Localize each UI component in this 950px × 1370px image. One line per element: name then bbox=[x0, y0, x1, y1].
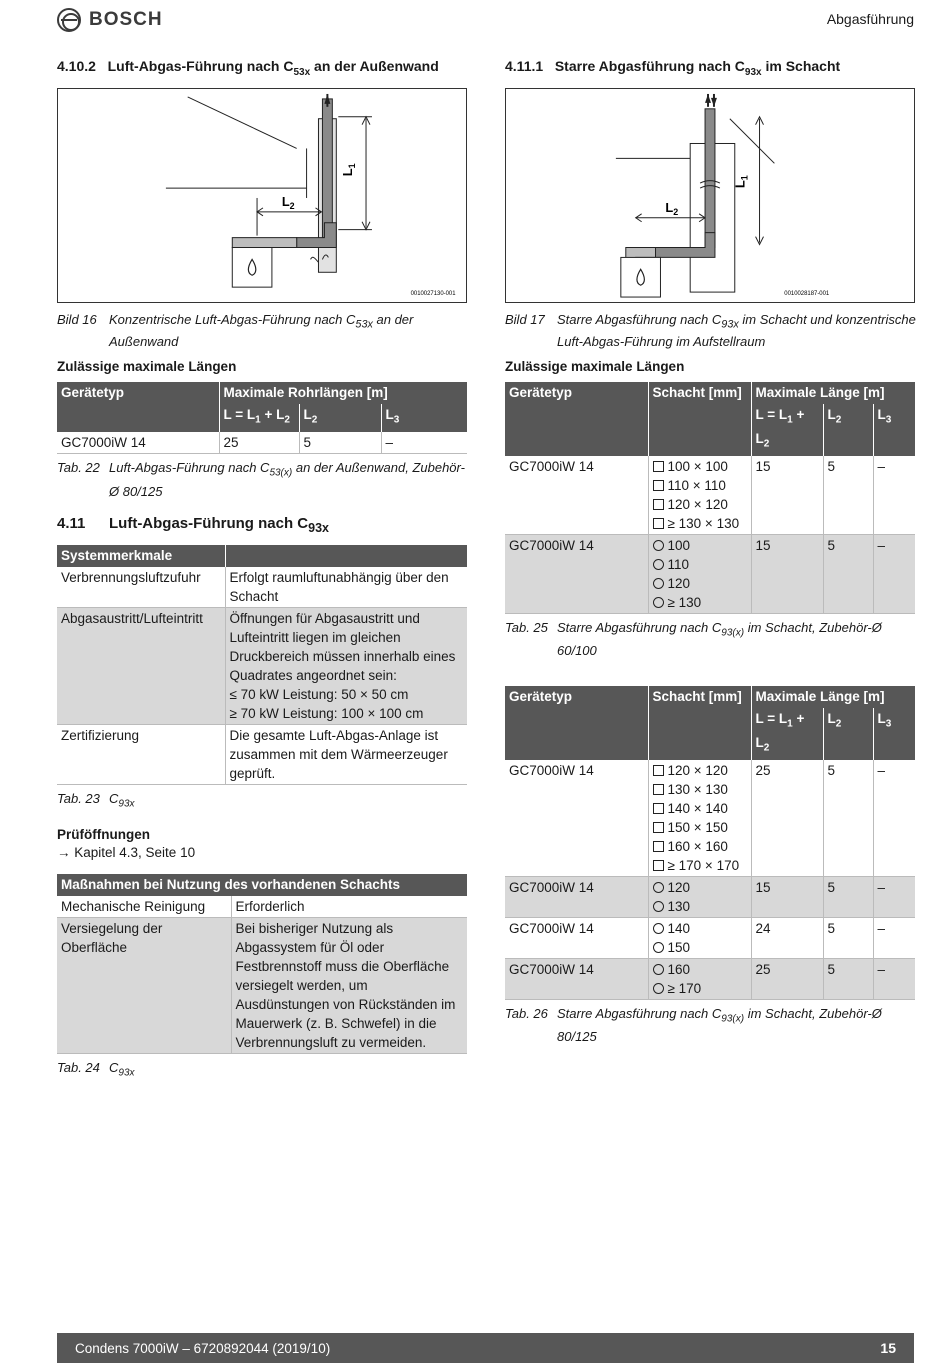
table-row: GC7000iW 14 120 130 15 5 – bbox=[505, 876, 915, 917]
square-shaft-icon bbox=[653, 461, 664, 472]
table-row: Zertifizierung Die gesamte Luft-Abgas-Anlage ist zusammen mit dem Wärmeerzeuger geprüft. bbox=[57, 724, 467, 784]
table-22 bbox=[57, 382, 467, 454]
round-shaft-icon bbox=[653, 923, 664, 934]
heading-4-10-2: 4.10.2 Luft-Abgas-Führung nach $C_{53x}$ an der Außenwand bbox=[57, 58, 439, 78]
allowed-lengths-heading: Zulässige maximale Längen bbox=[505, 359, 685, 375]
col-header-type: Gerätetyp bbox=[57, 382, 219, 432]
allowed-lengths-heading: Zulässige maximale Längen bbox=[57, 359, 237, 375]
round-shaft-icon bbox=[653, 540, 664, 551]
col-header-measures: Maßnahmen bei Nutzung des vorhandenen Schachts bbox=[57, 874, 467, 896]
table-25 bbox=[505, 382, 915, 613]
col-header-shaft: Schacht [mm] bbox=[648, 382, 751, 455]
col-header-l2: $L_2$ bbox=[299, 404, 381, 432]
square-shaft-icon bbox=[653, 841, 664, 852]
square-shaft-icon bbox=[653, 480, 664, 491]
document-id: Condens 7000iW – 6720892044 (2019/10) bbox=[75, 1340, 331, 1356]
round-shaft-icon bbox=[653, 942, 664, 953]
figure-16-caption: Bild 16 Konzentrische Luft-Abgas-Führung nach $C_{53x}$ an der Außenwand bbox=[57, 311, 414, 350]
label-l1: $L_1$ bbox=[732, 175, 750, 188]
page-footer bbox=[57, 1333, 914, 1363]
table-26-caption: Tab. 26 Starre Abgasführung nach $C_{93(x)}$ im Schacht, Zubehör-Ø 80/125 bbox=[505, 1005, 882, 1045]
col-header-type: Gerätetyp bbox=[505, 686, 648, 759]
left-column bbox=[57, 58, 469, 1097]
shaft-sizes: 160 ≥ 170 bbox=[648, 958, 751, 999]
chapter-reference-link[interactable]: → Kapitel 4.3, Seite 10 bbox=[57, 845, 196, 861]
shaft-sizes: 140 150 bbox=[648, 917, 751, 958]
col-header-l3: $L_3$ bbox=[381, 404, 467, 432]
round-shaft-icon bbox=[653, 882, 664, 893]
col-header-max: Maximale Rohrlängen [m] bbox=[219, 382, 467, 404]
table-row: Verbrennungsluftzufuhr Erfolgt raumluftunabhängig über den Schacht bbox=[57, 567, 467, 608]
table-row: Mechanische Reinigung Erforderlich bbox=[57, 896, 467, 918]
shaft-sizes: 120 × 120 130 × 130 140 × 140 150 × 150 160 × 160 ≥ 170 × 170 bbox=[648, 760, 751, 877]
col-header-l: $L = L_1 + L_2$ bbox=[751, 708, 823, 759]
table-23 bbox=[57, 545, 467, 785]
shaft-sizes: 100 × 100 110 × 110 120 × 120 ≥ 130 × 130 bbox=[648, 456, 751, 535]
square-shaft-icon bbox=[653, 499, 664, 510]
table-row: GC7000iW 14 100 × 100 110 × 110 120 × 120 ≥ 130 × 130 15 5 – bbox=[505, 456, 915, 535]
label-l1: $L_1$ bbox=[340, 163, 358, 176]
inspection-heading: Prüföffnungen bbox=[57, 827, 150, 843]
table-row: GC7000iW 14 120 × 120 130 × 130 140 × 140 150 × 150 160 × 160 ≥ 170 × 170 25 5 – bbox=[505, 760, 915, 877]
label-l2: $L_2$ bbox=[281, 193, 295, 211]
square-shaft-icon bbox=[653, 822, 664, 833]
heading-4-11: 4.11 Luft-Abgas-Führung nach $C_{93x}$ bbox=[57, 514, 329, 535]
col-header-system: Systemmerkmale bbox=[57, 545, 225, 567]
round-shaft-icon bbox=[653, 559, 664, 570]
round-shaft-icon bbox=[653, 597, 664, 608]
table-row: GC7000iW 14 100 110 120 ≥ 130 15 5 – bbox=[505, 534, 915, 613]
round-shaft-icon bbox=[653, 901, 664, 912]
table-26 bbox=[505, 686, 915, 999]
bosch-armature-icon bbox=[57, 8, 81, 32]
brand-name: BOSCH bbox=[89, 9, 163, 30]
shaft-sizes: 120 130 bbox=[648, 876, 751, 917]
figure-code: 0010028187-001 bbox=[784, 290, 830, 297]
section-title: Abgasführung bbox=[826, 11, 914, 27]
label-l2: $L_2$ bbox=[665, 199, 679, 217]
col-header-type: Gerätetyp bbox=[505, 382, 648, 455]
table-22-caption: Tab. 22 Luft-Abgas-Führung nach $C_{53(x)}$ an der Außenwand, Zubehör-Ø 80/125 bbox=[57, 460, 465, 499]
figure-code: 0010027130-001 bbox=[410, 290, 456, 297]
square-shaft-icon bbox=[653, 765, 664, 776]
col-header-l3: $L_3$ bbox=[873, 708, 915, 759]
col-header-l: $L = L_1 + L_2$ bbox=[219, 404, 299, 432]
col-header-shaft: Schacht [mm] bbox=[648, 686, 751, 759]
round-shaft-icon bbox=[653, 964, 664, 975]
col-header-l: $L = L_1 + L_2$ bbox=[751, 404, 823, 455]
figure-16-diagram bbox=[57, 88, 467, 303]
heading-4-11-1: 4.11.1 Starre Abgasführung nach $C_{93x}$ im Schacht bbox=[505, 58, 841, 78]
shaft-sizes: 100 110 120 ≥ 130 bbox=[648, 534, 751, 613]
table-row: Versiegelung der Oberfläche Bei bisheriger Nutzung als Abgassystem für Öl oder Festbrennstoff muss die Oberfläche versiegelt werden, um Ausdünstungen von Rückständen im Mauerwerk (z. B. Schwefel) in die Verbrennungsluft zu vermeiden. bbox=[57, 918, 467, 1054]
bosch-logo bbox=[57, 8, 163, 32]
table-24-caption: Tab. 24 $C_{93x}$ bbox=[57, 1060, 135, 1079]
square-shaft-icon bbox=[653, 784, 664, 795]
table-row: GC7000iW 14 140 150 24 5 – bbox=[505, 917, 915, 958]
shaft-flue-diagram bbox=[506, 89, 914, 302]
col-header-max: Maximale Länge [m] bbox=[751, 382, 915, 404]
col-header-l2: $L_2$ bbox=[823, 404, 873, 455]
table-row: GC7000iW 14 25 5 – bbox=[57, 432, 467, 454]
table-25-caption: Tab. 25 Starre Abgasführung nach $C_{93(x)}$ im Schacht, Zubehör-Ø 60/100 bbox=[505, 619, 882, 659]
col-header-l3: $L_3$ bbox=[873, 404, 915, 455]
table-row: Abgasaustritt/Lufteintritt Öffnungen für Abgasaustritt und Lufteintritt liegen im gleichen Druckbereich müssen innerhalb eines Quadrates angeordnet sein: ≤ 70 kW Leistung: 50 × 50 cm ≥ 70 kW Leistung: 100 × 100 cm bbox=[57, 607, 467, 724]
figure-17-diagram bbox=[505, 88, 915, 303]
square-shaft-icon bbox=[653, 518, 664, 529]
square-shaft-icon bbox=[653, 860, 664, 871]
col-header-max: Maximale Länge [m] bbox=[751, 686, 915, 708]
table-24 bbox=[57, 874, 467, 1054]
round-shaft-icon bbox=[653, 983, 664, 994]
page-number: 15 bbox=[880, 1340, 896, 1356]
square-shaft-icon bbox=[653, 803, 664, 814]
col-header-l2: $L_2$ bbox=[823, 708, 873, 759]
wall-flue-diagram bbox=[58, 89, 466, 302]
table-23-caption: Tab. 23 $C_{93x}$ bbox=[57, 790, 135, 810]
round-shaft-icon bbox=[653, 578, 664, 589]
table-row: GC7000iW 14 160 ≥ 170 25 5 – bbox=[505, 958, 915, 999]
right-column bbox=[505, 58, 917, 1060]
figure-17-caption: Bild 17 Starre Abgasführung nach $C_{93x}$ im Schacht und konzentrische Luft-Abgas-Führung im Aufstellraum bbox=[505, 311, 916, 350]
